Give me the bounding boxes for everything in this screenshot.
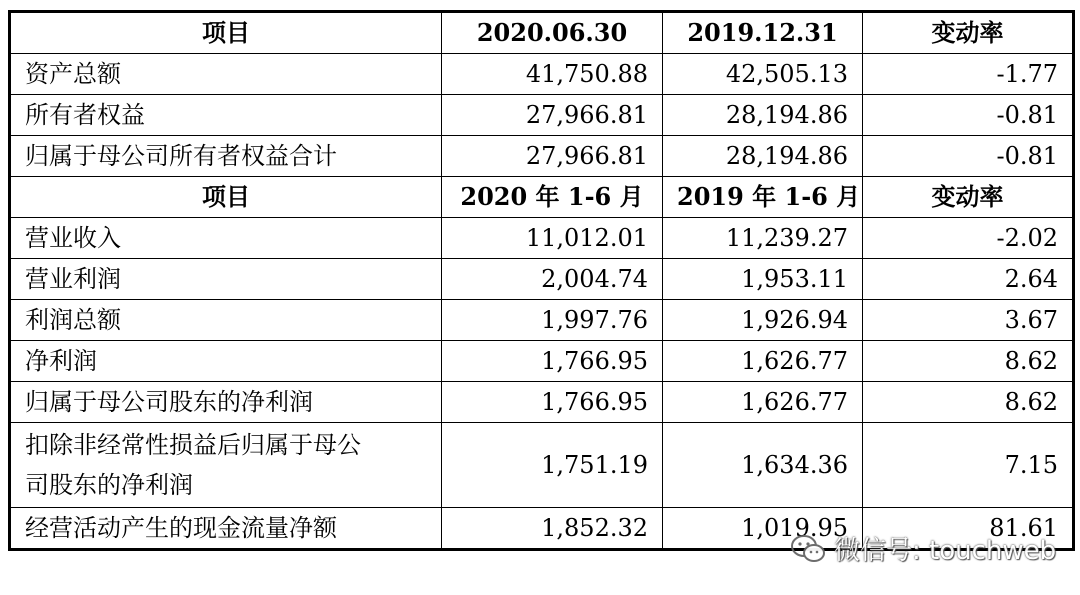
cell-rate: -2.02 <box>863 218 1074 259</box>
cell-rate: 8.62 <box>863 341 1074 382</box>
cell-value: 41,750.88 <box>442 54 663 95</box>
cell-value: 11,012.01 <box>442 218 663 259</box>
header-date-2020: 2020.06.30 <box>442 12 663 54</box>
cell-value: 27,966.81 <box>442 95 663 136</box>
cell-rate: 8.62 <box>863 382 1074 423</box>
cell-value: 28,194.86 <box>663 136 863 177</box>
header-change-rate: 变动率 <box>863 12 1074 54</box>
header-period-2019: 2019 年 1-6 月 <box>663 177 863 218</box>
table-row <box>10 423 1074 508</box>
header-period-2020: 2020 年 1-6 月 <box>442 177 663 218</box>
cell-value: 11,239.27 <box>663 218 863 259</box>
watermark <box>790 530 1056 567</box>
cell-rate: 3.67 <box>863 300 1074 341</box>
cell-rate: 7.15 <box>863 423 1074 508</box>
cell-value: 1,953.11 <box>663 259 863 300</box>
cell-rate: -0.81 <box>863 95 1074 136</box>
cell-value: 1,766.95 <box>442 341 663 382</box>
cell-value: 28,194.86 <box>663 95 863 136</box>
row-label: 净利润 <box>10 341 442 382</box>
table-row <box>10 341 1074 382</box>
cell-value: 1,997.76 <box>442 300 663 341</box>
cell-rate: 81.61 <box>863 508 1074 550</box>
cell-value: 1,626.77 <box>663 382 863 423</box>
header-change-rate: 变动率 <box>863 177 1074 218</box>
header-item: 项目 <box>10 177 442 218</box>
cell-value: 1,926.94 <box>663 300 863 341</box>
row-label <box>10 423 442 508</box>
table-row <box>10 218 1074 259</box>
wechat-icon <box>790 534 826 564</box>
table-subheader-row <box>10 177 1074 218</box>
cell-rate: -0.81 <box>863 136 1074 177</box>
row-label: 所有者权益 <box>10 95 442 136</box>
row-label: 营业利润 <box>10 259 442 300</box>
financial-summary-table <box>8 10 1075 551</box>
cell-value: 2,004.74 <box>442 259 663 300</box>
cell-value: 42,505.13 <box>663 54 863 95</box>
row-label: 经营活动产生的现金流量净额 <box>10 508 442 550</box>
cell-value: 1,751.19 <box>442 423 663 508</box>
cell-value: 1,852.32 <box>442 508 663 550</box>
cell-value: 1,626.77 <box>663 341 863 382</box>
table-row <box>10 54 1074 95</box>
row-label-line1: 扣除非经常性损益后归属于母公 <box>25 431 361 459</box>
table-header-row <box>10 12 1074 54</box>
table-row <box>10 259 1074 300</box>
table-row <box>10 300 1074 341</box>
watermark-text: 微信号: touchweb <box>834 536 1057 566</box>
header-item: 项目 <box>10 12 442 54</box>
cell-rate: 2.64 <box>863 259 1074 300</box>
row-label: 资产总额 <box>10 54 442 95</box>
row-label: 营业收入 <box>10 218 442 259</box>
row-label: 归属于母公司所有者权益合计 <box>10 136 442 177</box>
table-row <box>10 95 1074 136</box>
cell-value: 1,766.95 <box>442 382 663 423</box>
cell-value: 1,019.95 <box>663 508 863 550</box>
table-row <box>10 136 1074 177</box>
cell-value: 27,966.81 <box>442 136 663 177</box>
row-label-line2: 司股东的净利润 <box>25 471 193 499</box>
table-row <box>10 382 1074 423</box>
row-label: 归属于母公司股东的净利润 <box>10 382 442 423</box>
cell-rate: -1.77 <box>863 54 1074 95</box>
header-date-2019: 2019.12.31 <box>663 12 863 54</box>
row-label: 利润总额 <box>10 300 442 341</box>
cell-value: 1,634.36 <box>663 423 863 508</box>
